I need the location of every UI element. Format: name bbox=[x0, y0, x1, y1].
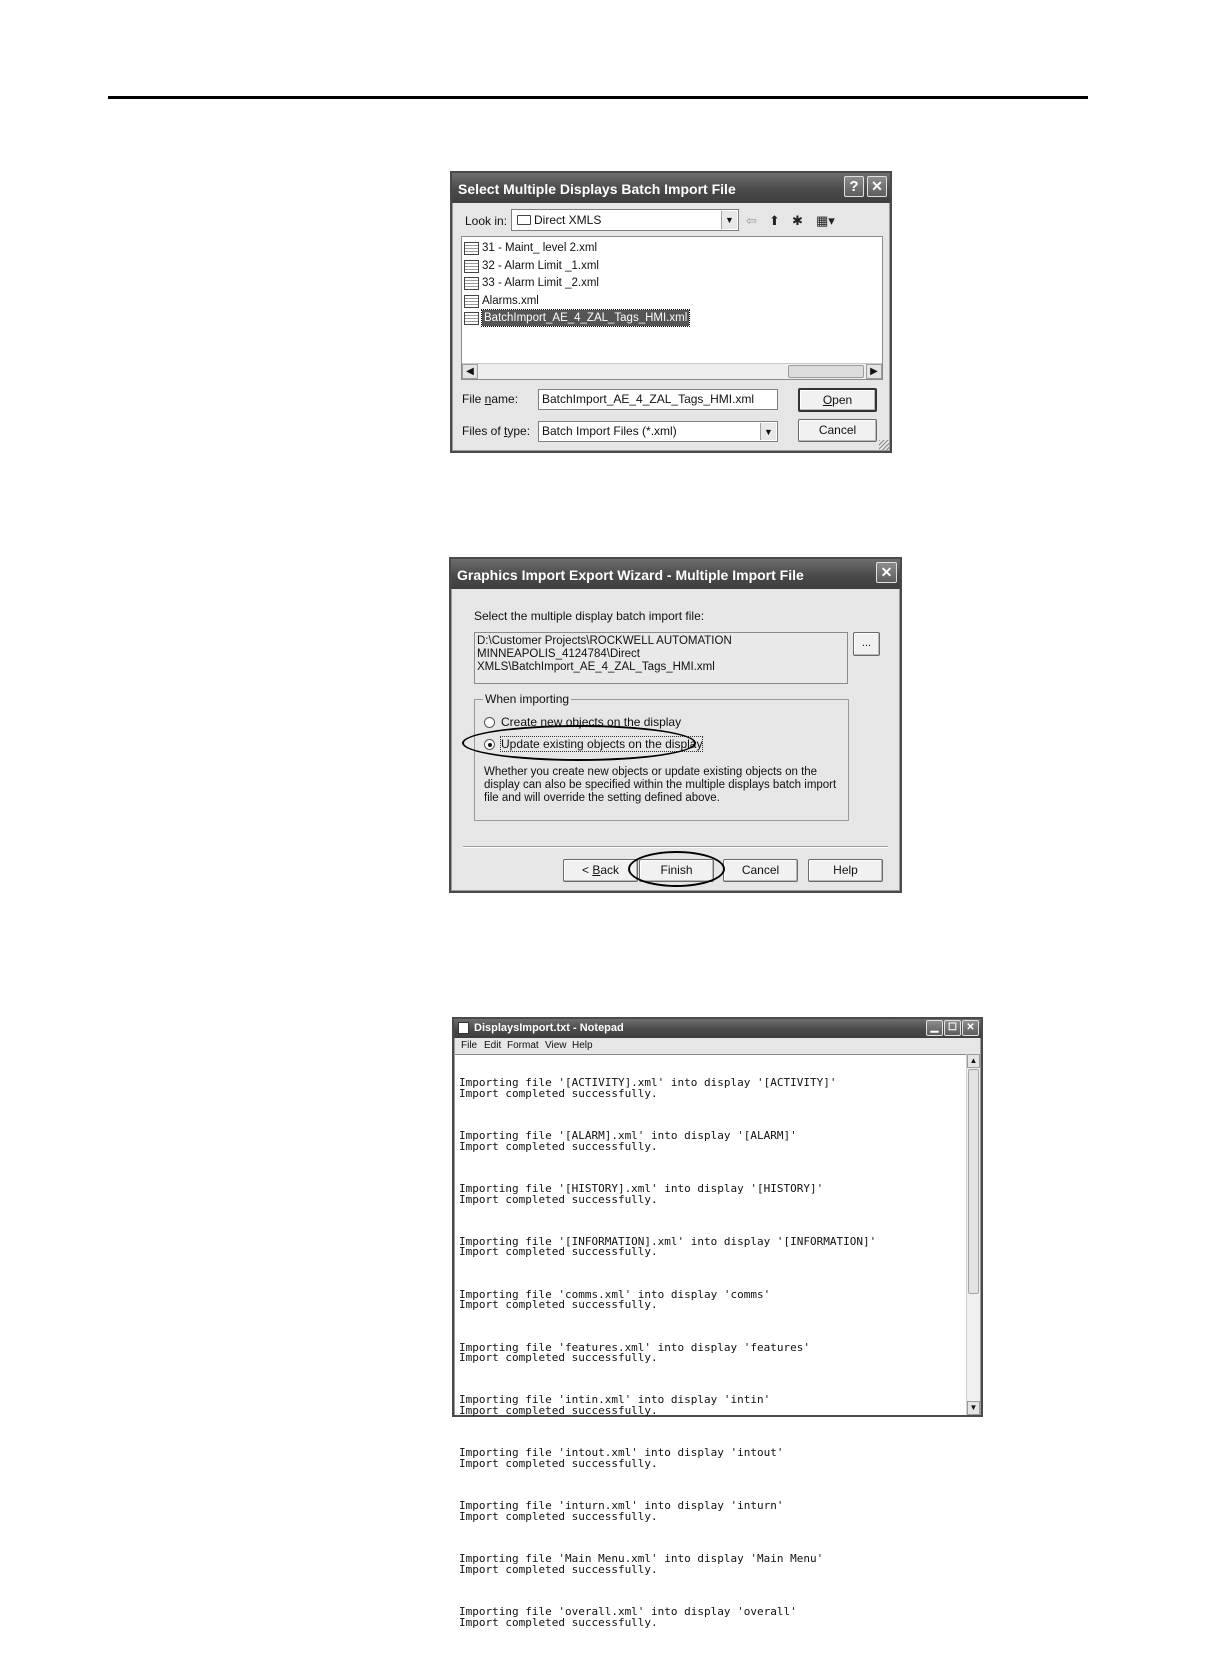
xml-file-icon bbox=[464, 295, 479, 308]
log-entry: Importing file 'intin.xml' into display 'intin' Import completed successfully. bbox=[459, 1393, 771, 1418]
scroll-right-icon[interactable]: ▶ bbox=[866, 364, 882, 379]
close-button[interactable]: ✕ bbox=[867, 176, 887, 197]
finish-button[interactable]: Finish bbox=[639, 859, 714, 882]
window-title: DisplaysImport.txt - Notepad bbox=[474, 1022, 624, 1034]
log-entry: Importing file 'Main Menu.xml' into display 'Main Menu' Import completed successfully. bbox=[459, 1552, 824, 1576]
scroll-left-icon[interactable]: ◀ bbox=[462, 364, 478, 379]
option-label: Update existing objects on the display bbox=[501, 737, 703, 751]
xml-file-icon bbox=[464, 260, 479, 273]
browse-button[interactable]: ... bbox=[853, 632, 880, 656]
import-wizard-dialog bbox=[449, 557, 902, 893]
list-item-selected[interactable]: BatchImport_AE_4_ZAL_Tags_HMI.xml bbox=[464, 310, 689, 326]
look-in-dropdown[interactable] bbox=[511, 209, 739, 231]
files-of-type-dropdown[interactable] bbox=[538, 421, 778, 442]
cancel-button[interactable]: Cancel bbox=[798, 419, 877, 442]
scroll-up-icon[interactable]: ▲ bbox=[967, 1054, 980, 1068]
back-button[interactable]: < Back bbox=[563, 859, 638, 882]
new-folder-icon[interactable]: ✱ bbox=[792, 213, 803, 228]
files-of-type-label: Files of type: bbox=[462, 424, 531, 438]
scroll-down-icon[interactable]: ▼ bbox=[967, 1401, 980, 1415]
page-top-rule bbox=[108, 96, 1088, 99]
log-entry: Importing file '[ALARM].xml' into display '[ALARM]' Import completed successfully. bbox=[459, 1129, 797, 1153]
list-item[interactable]: 31 - Maint_ level 2.xml bbox=[464, 240, 597, 256]
scroll-thumb[interactable] bbox=[788, 365, 864, 378]
batch-file-prompt: Select the multiple display batch import file: bbox=[474, 609, 705, 623]
menu-edit[interactable]: Edit bbox=[484, 1040, 502, 1051]
help-button[interactable]: ? bbox=[844, 176, 864, 197]
log-entry: Importing file 'intout.xml' into display 'intout' Import completed successfully. bbox=[459, 1446, 784, 1470]
view-menu-icon[interactable]: ▦▾ bbox=[816, 213, 835, 228]
maximize-button[interactable]: ☐ bbox=[944, 1020, 961, 1036]
path-line: D:\Customer Projects\ROCKWELL AUTOMATION bbox=[477, 635, 732, 647]
file-name-label: File name: bbox=[462, 392, 519, 406]
group-title: When importing bbox=[485, 692, 570, 706]
import-note: Whether you create new objects or update existing objects on the display can also be specified within the multiple displays batch import file and will override the setting defined above. bbox=[484, 766, 837, 804]
list-item[interactable]: 33 - Alarm Limit _2.xml bbox=[464, 275, 599, 291]
cancel-button[interactable]: Cancel bbox=[723, 859, 798, 882]
scroll-thumb[interactable] bbox=[968, 1069, 979, 1294]
log-entry: Importing file '[INFORMATION].xml' into display '[INFORMATION]' Import completed successfully. bbox=[459, 1234, 877, 1259]
vertical-scrollbar[interactable] bbox=[966, 1054, 980, 1415]
file-name-input[interactable]: BatchImport_AE_4_ZAL_Tags_HMI.xml bbox=[538, 389, 778, 410]
update-existing-option[interactable] bbox=[484, 737, 702, 751]
xml-file-icon bbox=[464, 277, 479, 290]
close-button[interactable]: ✕ bbox=[876, 562, 897, 583]
open-button[interactable]: Open bbox=[798, 388, 877, 412]
menu-help[interactable]: Help bbox=[572, 1040, 593, 1051]
help-button[interactable]: Help bbox=[808, 859, 883, 882]
files-of-type-value: Batch Import Files (*.xml) bbox=[542, 424, 677, 438]
horizontal-scrollbar[interactable] bbox=[462, 363, 882, 379]
notepad-titlebar bbox=[454, 1019, 981, 1038]
dialog-titlebar bbox=[452, 173, 890, 203]
notepad-window bbox=[452, 1017, 983, 1629]
path-line: MINNEAPOLIS_4124784\Direct bbox=[477, 648, 640, 660]
log-entry: Importing file 'inturn.xml' into display 'inturn' Import completed successfully. bbox=[459, 1499, 784, 1523]
when-importing-group bbox=[474, 692, 849, 821]
file-open-dialog bbox=[450, 171, 892, 453]
log-entry: Importing file 'features.xml' into display 'features' Import completed successfully. bbox=[459, 1340, 810, 1365]
import-log bbox=[459, 1057, 876, 1660]
radio-update[interactable] bbox=[484, 739, 495, 750]
log-entry: Importing file '[HISTORY].xml' into display '[HISTORY]' Import completed successfully. bbox=[459, 1181, 824, 1206]
create-new-option[interactable] bbox=[484, 715, 681, 729]
close-button[interactable]: ✕ bbox=[962, 1020, 979, 1036]
path-line: XMLS\BatchImport_AE_4_ZAL_Tags_HMI.xml bbox=[477, 661, 715, 673]
list-item[interactable]: Alarms.xml bbox=[464, 293, 539, 309]
xml-file-icon bbox=[464, 242, 479, 255]
back-arrow-icon[interactable]: ⇦ bbox=[746, 213, 757, 228]
option-label: Create new objects on the display bbox=[501, 715, 682, 729]
dialog-title: Graphics Import Export Wizard - Multiple Import File bbox=[457, 567, 804, 583]
list-item[interactable]: 32 - Alarm Limit _1.xml bbox=[464, 258, 599, 274]
log-entry: Importing file 'comms.xml' into display 'comms' Import completed successfully. bbox=[459, 1287, 771, 1312]
menu-format[interactable]: Format bbox=[507, 1040, 539, 1051]
menu-bar bbox=[454, 1038, 981, 1053]
chevron-down-icon[interactable]: ▼ bbox=[760, 423, 776, 440]
notepad-icon bbox=[458, 1022, 469, 1034]
xml-file-icon bbox=[464, 312, 479, 325]
divider bbox=[463, 846, 888, 848]
text-editor[interactable] bbox=[455, 1054, 967, 1629]
file-list bbox=[461, 236, 883, 380]
chevron-down-icon[interactable]: ▼ bbox=[721, 211, 737, 229]
up-folder-icon[interactable]: ⬆ bbox=[769, 213, 780, 228]
dialog-title: Select Multiple Displays Batch Import File bbox=[458, 181, 736, 197]
look-in-value: Direct XMLS bbox=[534, 213, 602, 227]
log-entry: Importing file 'overall.xml' into display 'overall' Import completed successfully. bbox=[459, 1604, 797, 1629]
look-in-label: Look in: bbox=[465, 214, 508, 228]
resize-grip-icon[interactable] bbox=[879, 440, 889, 450]
menu-file[interactable]: File bbox=[461, 1040, 478, 1051]
menu-view[interactable]: View bbox=[545, 1040, 567, 1051]
folder-icon bbox=[517, 215, 531, 225]
minimize-button[interactable]: ▁ bbox=[926, 1020, 943, 1036]
dialog-titlebar bbox=[451, 559, 900, 589]
batch-file-path-field[interactable] bbox=[474, 632, 848, 684]
log-entry: Importing file '[ACTIVITY].xml' into display '[ACTIVITY]' Import completed successfully. bbox=[459, 1076, 837, 1100]
radio-create[interactable] bbox=[484, 717, 495, 728]
